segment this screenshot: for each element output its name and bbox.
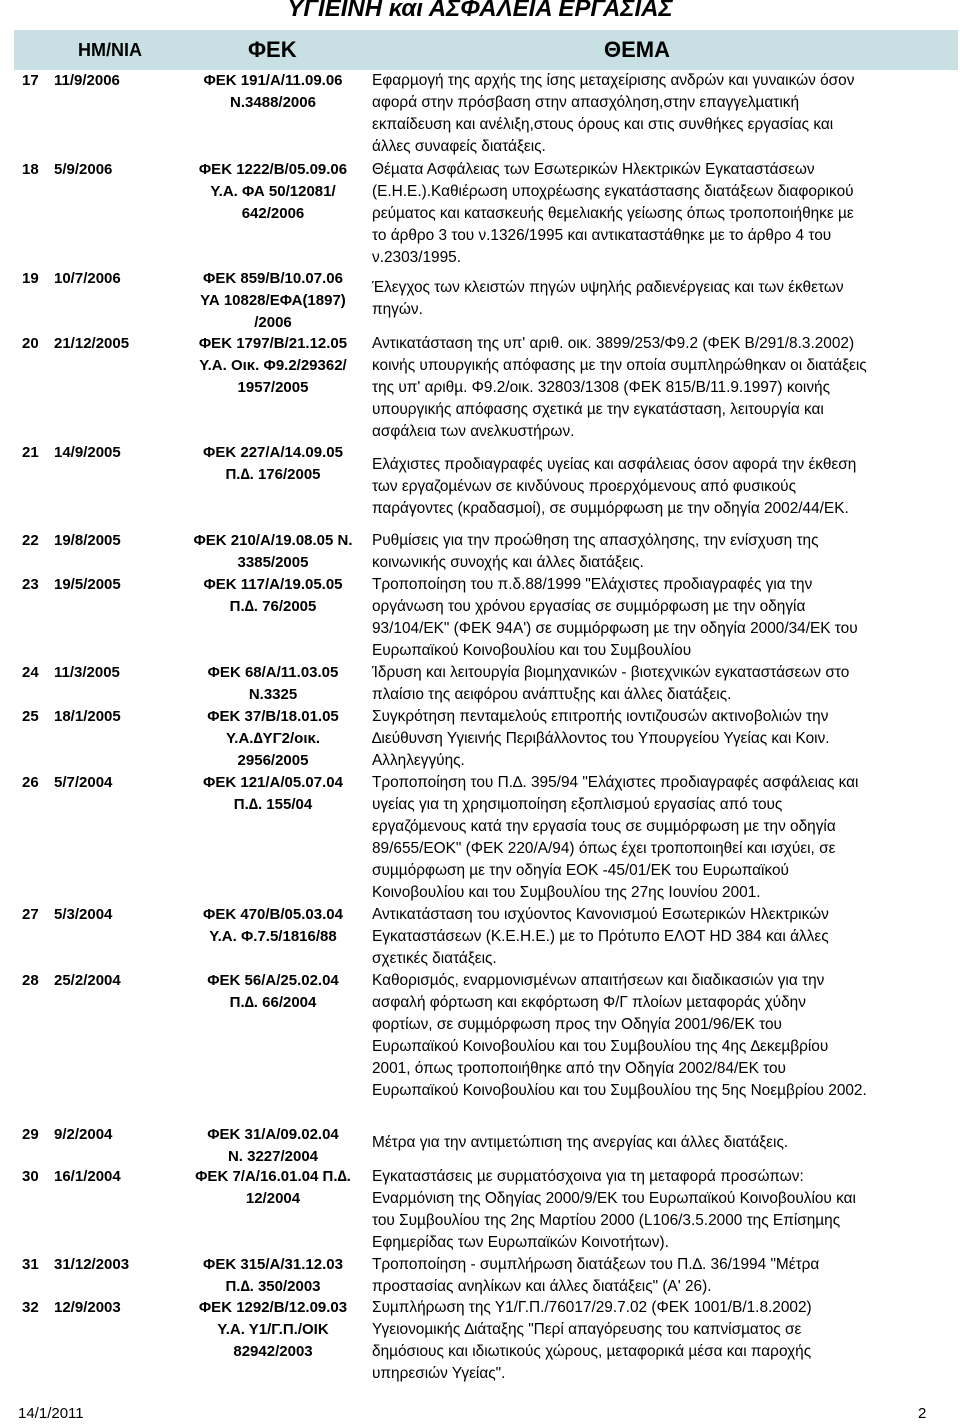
row-topic: Ρυθµίσεις για την προώθηση της απασχόλησης, την ενίσχυση της κοινωνικής συνοχής και άλλες διατάξεις. [372,532,819,571]
row-fek: ΦΕΚ 470/Β/05.03.04 Υ.Α. Φ.7.5/1816/88 [203,906,343,945]
row-fek: ΦΕΚ 227/Α/14.09.05 Π.∆. 176/2005 [203,444,343,483]
row-fek: ΦΕΚ 121/Α/05.07.04 Π.∆. 155/04 [203,774,343,813]
row-number: 29 [22,1126,39,1143]
row-fek: ΦΕΚ 37/Β/18.01.05 Υ.Α.∆ΥΓ2/οικ. 2956/2005 [207,708,339,769]
row-fek: ΦΕΚ 56/Α/25.02.04 Π.∆. 66/2004 [207,972,339,1011]
row-date: 25/2/2004 [54,972,121,989]
row-number: 25 [22,708,39,725]
row-fek: ΦΕΚ 1292/Β/12.09.03 Υ.Α. Υ1/Γ.Π./ΟΙΚ 82942/2003 [198,1299,348,1360]
column-header-fek: ΦΕΚ [248,37,297,62]
row-fek: ΦΕΚ 7/Α/16.01.04 Π.∆. 12/2004 [195,1168,351,1207]
row-topic: Έλεγχος των κλειστών πηγών υψηλής ραδιενέργειας και των έκθετων πηγών. [372,279,844,318]
row-topic: Τροποποίηση - συµπλήρωση διατάξεων του Π.∆. 36/1994 "Μέτρα προστασίας ανηλίκων και άλλες διατάξεις" (Α' 26). [372,1256,820,1295]
row-number: 19 [22,270,39,287]
row-number: 18 [22,161,39,178]
column-header-date: ΗΜ/ΝΙΑ [78,40,142,60]
row-date: 5/9/2006 [54,161,113,178]
row-number: 30 [22,1168,39,1185]
row-topic: Αντικατάσταση της υπ' αριθ. οικ. 3899/253/Φ9.2 (ΦΕΚ Β/291/8.3.2002) κοινής υπουργικής απόφασης µε την οποία συµπληρώθηκαν οι διατάξεις της υπ' αριθµ. Φ9.2/οικ. 32803/1308 (ΦΕΚ 815/Β/11.9.1997) κοινής υπουργικής απόφασης σχετικά µε την εγκατάσταση, λειτουργία και ασφάλεια των ανελκυστήρων. [372,335,867,440]
row-date: 31/12/2003 [54,1256,130,1273]
row-date: 14/9/2005 [54,444,121,461]
row-topic: Συµπλήρωση της Υ1/Γ.Π./76017/29.7.02 (ΦΕΚ 1001/Β/1.8.2002) Υγειονοµικής ∆ιάταξης "Περί απαγόρευσης του καπνίσµατος σε δηµόσιους και ιδιωτικούς χώρους, µεταφορικά µέσα και παροχής υπηρεσιών Υγείας". [372,1299,812,1382]
row-number: 21 [22,444,39,461]
row-number: 17 [22,72,39,89]
row-fek: ΦΕΚ 210/Α/19.08.05 Ν. 3385/2005 [193,532,353,571]
row-fek: ΦΕΚ 68/Α/11.03.05 Ν.3325 [207,664,339,703]
row-topic: Αντικατάσταση του ισχύοντος Κανονισµού Εσωτερικών Ηλεκτρικών Εγκαταστάσεων (Κ.Ε.Η.Ε.) µε το Πρότυπο ΕΛΟΤ HD 384 και άλλες σχετικές διατάξεις. [372,906,829,967]
page-title: ΥΓΙΕΙΝΗ και ΑΣΦΑΛΕΙΑ ΕΡΓΑΣΙΑΣ [287,0,673,22]
row-topic: Εφαρµογή της αρχής της ίσης µεταχείρισης ανδρών και γυναικών όσον αφορά στην πρόσβαση στην απασχόληση,στην επαγγελµατική εκπαίδευση και ανέλιξη,στους όρους και στις συνθήκες εργασίας και άλλες συναφείς διατάξεις. [372,72,855,155]
row-number: 20 [22,335,39,352]
row-date: 19/5/2005 [54,576,121,593]
row-number: 27 [22,906,39,923]
row-date: 9/2/2004 [54,1126,113,1143]
row-fek: ΦΕΚ 859/Β/10.07.06 ΥΑ 10828/ΕΦΑ(1897) /2006 [200,270,346,331]
row-fek: ΦΕΚ 1222/Β/05.09.06 Υ.Α. ΦΑ 50/12081/ 642/2006 [198,161,348,222]
row-topic: Συγκρότηση πενταµελούς επιτροπής ιοντιζουσών ακτινοβολιών την ∆ιεύθυνση Υγιεινής Περιβάλλοντος του Υπουργείου Υγείας και Κοιν. Αλληλεγγύης. [372,708,830,769]
row-fek: ΦΕΚ 191/Α/11.09.06 Ν.3488/2006 [203,72,343,111]
row-topic: Μέτρα για την αντιµετώπιση της ανεργίας και άλλες διατάξεις. [372,1134,789,1151]
page-number: 2 [918,1405,927,1422]
row-topic: Τροποποίηση του Π.∆. 395/94 "Ελάχιστες προδιαγραφές ασφάλειας και υγείας για τη χρησιµοποίηση εξοπλισµού εργασίας από τους εργαζόµενους κατά την εργασία τους σε συµµόρφωση µε την οδηγία 89/655/ΕΟΚ" (ΦΕΚ 220/Α/94) όπως έχει τροποποιηθεί και ισχύει, σε συµµόρφωση µε την οδηγία ΕΟΚ -45/01/ΕΚ του Ευρωπαϊκού Κοινοβουλίου και του Συµβουλίου της 27ης Ιουνίου 2001. [372,774,859,901]
table-header [14,30,958,70]
row-topic: Ίδρυση και λειτουργία βιοµηχανικών - βιοτεχνικών εγκαταστάσεων στο πλαίσιο της αειφόρου ανάπτυξης και άλλες διατάξεις. [372,664,850,703]
row-number: 31 [22,1256,39,1273]
row-topic: Καθορισµός, εναρµονισµένων απαιτήσεων και διαδικασιών για την ασφαλή φόρτωση και εκφόρτωση Φ/Γ πλοίων µεταφοράς χύδην φορτίων, σε συµµόρφωση προς την Οδηγία 2001/96/ΕΚ του Ευρωπαϊκού Κοινοβουλίου και του Συµβουλίου της 4ης ∆εκεµβρίου 2001, όπως τροποποιήθηκε από την Οδηγία 2002/84/ΕΚ του Ευρωπαϊκού Κοινοβουλίου και του Συµβουλίου της 5ης Νοεµβρίου 2002. [372,972,867,1099]
row-topic: Τροποποίηση του π.δ.88/1999 "Ελάχιστες προδιαγραφές για την οργάνωση του χρόνου εργασίας σε συµµόρφωση µε την οδηγία 93/104/ΕΚ" (ΦΕΚ 94Α') σε συµµόρφωση µε την οδηγία 2000/34/ΕΚ του Ευρωπαϊκού Κοινοβουλίου και του Συµβουλίου [372,576,858,659]
column-header-topic: ΘΕΜΑ [604,37,670,62]
row-fek: ΦΕΚ 315/Α/31.12.03 Π.∆. 350/2003 [203,1256,343,1295]
row-date: 5/7/2004 [54,774,113,791]
row-date: 11/3/2005 [54,664,120,681]
row-date: 16/1/2004 [54,1168,121,1185]
row-date: 21/12/2005 [54,335,130,352]
row-topic: Θέµατα Ασφάλειας των Εσωτερικών Ηλεκτρικών Εγκαταστάσεων (Ε.Η.Ε.).Καθιέρωση υποχρέωσης εγκατάστασης διατάξεων διαφορικού ρεύµατος και κατασκευής θεµελιακής γείωσης όπως τροποποιήθηκε µε το άρθρο 3 του ν.1326/1995 και αντικαταστάθηκε µε το άρθρο 4 του ν.2303/1995. [372,161,854,266]
row-fek: ΦΕΚ 117/Α/19.05.05 Π.∆. 76/2005 [203,576,343,615]
row-number: 23 [22,576,39,593]
row-date: 11/9/2006 [54,72,120,89]
row-date: 5/3/2004 [54,906,113,923]
row-date: 18/1/2005 [54,708,121,725]
row-topic: Ελάχιστες προδιαγραφές υγείας και ασφάλειας όσον αφορά την έκθεση των εργαζοµένων σε κινδύνους προερχόµενους από φυσικούς παράγοντες (κραδασµοί), σε συµµόρφωση µε την οδηγία 2002/44/ΕΚ. [372,456,857,517]
row-date: 19/8/2005 [54,532,121,549]
row-date: 12/9/2003 [54,1299,121,1316]
row-fek: ΦΕΚ 31/Α/09.02.04 Ν. 3227/2004 [207,1126,339,1165]
row-date: 10/7/2006 [54,270,121,287]
row-number: 26 [22,774,39,791]
row-topic: Εγκαταστάσεις µε συρµατόσχοινα για τη µεταφορά προσώπων: Εναρµόνιση της Οδηγίας 2000/9/ΕΚ του Ευρωπαϊκού Κοινοβουλίου και του Συµβουλίου της 2ης Μαρτίου 2000 (L106/3.5.2000 της Επίσηµης Εφηµερίδας των Ευρωπαϊκών Κοινοτήτων). [372,1168,856,1251]
footer-date: 14/1/2011 [18,1405,84,1422]
row-fek: ΦΕΚ 1797/Β/21.12.05 Υ.Α. Οικ. Φ9.2/29362/ 1957/2005 [198,335,348,396]
row-number: 32 [22,1299,39,1316]
row-number: 28 [22,972,39,989]
row-number: 22 [22,532,39,549]
row-number: 24 [22,664,39,681]
